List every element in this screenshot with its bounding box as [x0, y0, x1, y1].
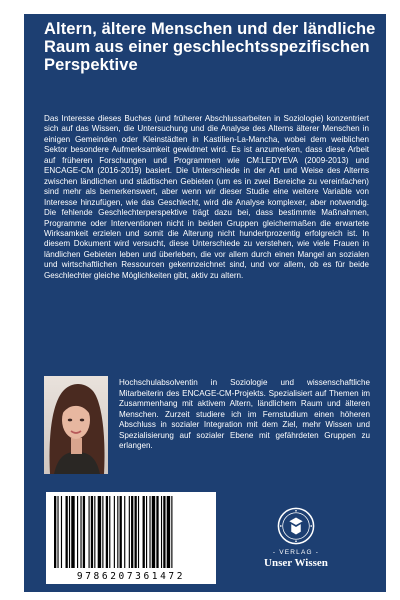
barcode-bar	[54, 496, 56, 568]
author-bio: Hochschulabsolventin in Soziologie und wissenschaftliche Mitarbeiterin des ENCAGE-CM-Projekts. Spezialisiert auf Themen im Zusammenhang mit aktivem Altern, ländlichem Raum und älteren Menschen. Zurzeit studiere ich im Fernstudium einen höheren Abschluss in sozialer Integration mit dem Ziel, mehr Wissen und Spezialisierung auf sozialer Ebene mit gefährdeten Gruppen zu erlangen.	[119, 378, 370, 450]
barcode-bar	[120, 496, 122, 568]
barcode-bar	[156, 496, 158, 568]
isbn-barcode	[46, 492, 216, 584]
barcode-bar	[163, 496, 165, 568]
barcode-bar	[152, 496, 155, 568]
barcode-bar	[114, 496, 115, 568]
barcode-bar	[89, 496, 90, 568]
back-cover	[24, 14, 386, 592]
barcode-bar	[124, 496, 125, 568]
barcode-bar	[143, 496, 145, 568]
barcode-bar	[83, 496, 85, 568]
barcode-bar	[71, 496, 74, 568]
barcode-bar	[131, 496, 133, 568]
barcode-bar	[94, 496, 95, 568]
barcode-bar	[167, 496, 170, 568]
barcode-bars	[52, 496, 210, 568]
barcode-bar	[161, 496, 162, 568]
barcode-bar	[135, 496, 137, 568]
barcode-bar	[66, 496, 68, 568]
barcode-bar	[129, 496, 130, 568]
barcode-bar	[146, 496, 147, 568]
barcode-bar	[138, 496, 139, 568]
author-portrait-icon	[44, 376, 108, 474]
author-photo	[44, 376, 108, 474]
barcode-bar	[80, 496, 81, 568]
barcode-bar	[98, 496, 101, 568]
publisher-name: Unser Wissen	[264, 557, 328, 569]
publisher-logo-block	[250, 507, 342, 569]
barcode-bar	[69, 496, 70, 568]
barcode-bar	[149, 496, 150, 568]
isbn-number: 9786207361472	[76, 571, 186, 582]
book-description: Das Interesse dieses Buches (und früherer Abschlussarbeiten in Soziologie) konzentriert sich auf das Wissen, die Untersuchung und die Analyse des Alterns älterer Menschen in einigen Gemeinden oder Kleinstädten in Kastilien-La-Mancha, wobei dem weiblichen Sektor besondere Aufmerksamkeit gewidmet wird. Es ist anzumerken, dass diese Arbeit auf früheren Forschungen und Programmen wie CM:LEDYEVA (2009-2013) und ENCAGE-CM (2016-2019) basiert. Die Unterschiede in der Art und Weise des Alterns zwischen ländlichen und städtischen Gebieten (um es in zwei Bereiche zu vereinfachen) sind mehr als bemerkenswert, aber wenn wir dieser Studie eine weitere Variable von Interesse hinzufügen, wie das Geschlecht, wird die Analyse komplexer, aber notwendig. Die fehlende Geschlechterperspektive trägt dazu bei, dass bestimmte Maßnahmen, Programme oder Interventionen nicht in beiden Gruppen gleichermaßen die erwartete Wirksamkeit erzielen und somit die Alterung nicht hundertprozentig erfolgreich ist. In diesem Dokument wird versucht, diese Unterschiede zu verstehen, wie viele Frauen in ländlichen Gebieten leben und überleben, die vor allem durch einen Mangel an sozialen und wirtschaftlichen Ressourcen gekennzeichnet sind, und vor allem, ob es für beide Geschlechter gleiche Möglichkeiten gibt, aktiv zu altern.	[44, 114, 369, 280]
barcode-bar	[61, 496, 62, 568]
barcode-bar	[91, 496, 93, 568]
book-title: Altern, ältere Menschen und der ländliche Raum aus einer geschlechtsspezifischen Perspektive	[44, 20, 376, 74]
barcode-bar	[77, 496, 78, 568]
barcode-bar	[171, 496, 172, 568]
barcode-bar	[117, 496, 118, 568]
seal-icon	[277, 507, 315, 545]
barcode-bar	[102, 496, 103, 568]
barcode-bar	[106, 496, 108, 568]
publisher-verlag-label: - VERLAG -	[272, 549, 320, 556]
barcode-bar	[57, 496, 58, 568]
barcode-bar	[109, 496, 110, 568]
